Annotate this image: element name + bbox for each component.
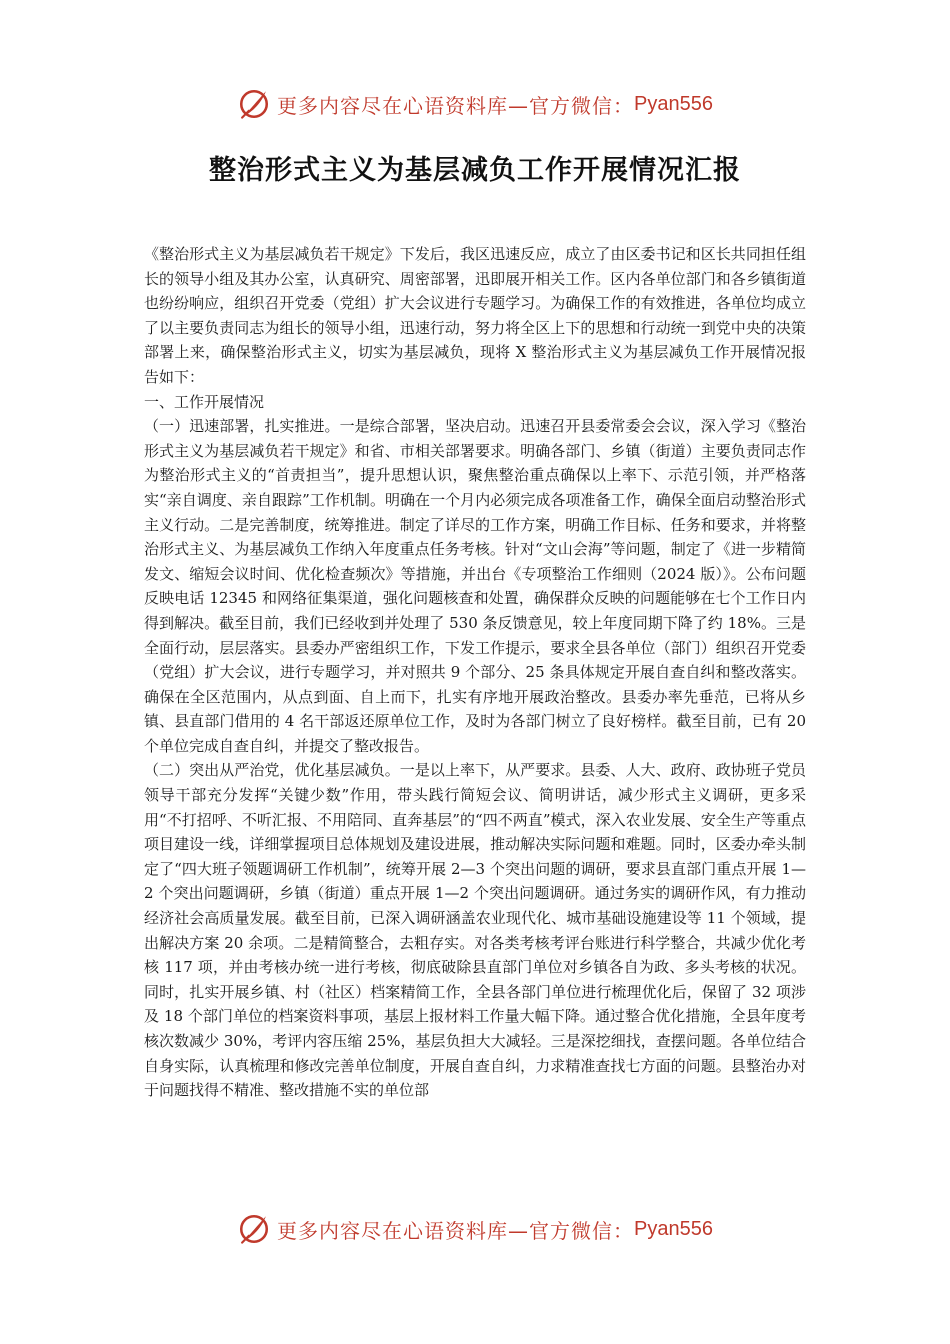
body-paragraph: （二）突出从严治党，优化基层减负。一是以上率下，从严要求。县委、人大、政府、政协班子党员领导干部充分发挥“关键少数”作用，带头践行简短会议、简明讲话，减少形式主义调研，更多采用“不打招呼、不听汇报、不用陪同、直奔基层”的“四不两直”模式，深入农业发展、安全生产等重点项目建设一线，详细掌握项目总体规划及建设进展，推动解决实际问题和难题。同时，区委办牵头制定了“四大班子领题调研工作机制”，统筹开展 2—3 个突出问题的调研，要求县直部门重点开展 1—2 个突出问题调研，乡镇（街道）重点开展 1—2 个突出问题调研。通过务实的调研作风，有力推动经济社会高质量发展。截至目前，已深入调研涵盖农业现代化、城市基础设施建设等 11 个领域，提出解决方案 20 余项。二是精简整合，去粗存实。对各类考核考评台账进行科学整合，共减少优化考核 117 项，并由考核办统一进行考核，彻底破除县直部门单位对乡镇各自为政、多头考核的状况。同时，扎实开展乡镇、村（社区）档案精简工作，全县各部门单位进行梳理优化后，保留了 32 项涉及 18 个部门单位的档案资料事项，基层上报材料工作量大幅下降。通过整合优化措施，全县年度考核次数减少 30%，考评内容压缩 25%，基层负担大大减轻。三是深挖细找，查摆问题。各单位结合自身实际，认真梳理和修改完善单位制度，开展自查自纠，力求精准查找七方面的问题。县整治办对于问题找得不精准、整改措施不实的单位部 [144, 761, 806, 1100]
quill-logo-icon [237, 87, 271, 121]
watermark-wechat-id: Pyan556 [634, 1217, 713, 1240]
watermark-header [0, 84, 950, 124]
watermark-text: 更多内容尽在心语资料库—官方微信： [277, 93, 635, 118]
section-heading: 一、工作开展情况 [144, 392, 265, 411]
body-paragraph: （一）迅速部署，扎实推进。一是综合部署，坚决启动。迅速召开县委常委会会议，深入学习《整治形式主义为基层减负若干规定》和省、市相关部署要求。明确各部门、乡镇（街道）主要负责同志作为整治形式主义的“首责担当”，提升思想认识，聚焦整治重点确保以上率下、示范引领，并严格落实“亲自调度、亲自跟踪”工作机制。明确在一个月内必须完成各项准备工作，确保全面启动整治形式主义行动。二是完善制度，统筹推进。制定了详尽的工作方案，明确工作目标、任务和要求，并将整治形式主义、为基层减负工作纳入年度重点任务考核。针对“文山会海”等问题，制定了《进一步精简发文、缩短会议时间、优化检查频次》等措施，并出台《专项整治工作细则（2024 版）》。公布问题反映电话 12345 和网络征集渠道，强化问题核查和处置，确保群众反映的问题能够在七个工作日内得到解决。截至目前，我们已经收到并处理了 530 条反馈意见，较上年度同期下降了约 18%。三是全面行动，层层落实。县委办严密组织工作，下发工作提示，要求全县各单位（部门）组织召开党委（党组）扩大会议，进行专题学习，并对照共 9 个部分、25 条具体规定开展自查自纠和整改落实。确保在全区范围内，从点到面、自上而下，扎实有序地开展政治整改。县委办率先垂范，已将从乡镇、县直部门借用的 4 名干部返还原单位工作，及时为各部门树立了良好榜样。截至目前，已有 20 个单位完成自查自纠，并提交了整改报告。 [144, 417, 806, 755]
watermark-footer [0, 1209, 950, 1249]
intro-paragraph: 《整治形式主义为基层减负若干规定》下发后，我区迅速反应，成立了由区委书记和区长共同担任组长的领导小组及其办公室，认真研究、周密部署，迅即展开相关工作。区内各单位部门和各乡镇街道也纷纷响应，组织召开党委（党组）扩大会议进行专题学习。为确保工作的有效推进，各单位均成立了以主要负责同志为组长的领导小组，迅速行动，努力将全区上下的思想和行动统一到党中央的决策部署上来，确保整治形式主义，切实为基层减负，现将 X 整治形式主义为基层减负工作开展情况报告如下： [144, 245, 806, 386]
document-title: 整治形式主义为基层减负工作开展情况汇报 [209, 155, 741, 186]
quill-logo-icon [237, 1212, 271, 1246]
watermark-text: 更多内容尽在心语资料库—官方微信： [277, 1218, 635, 1243]
watermark-wechat-id: Pyan556 [634, 92, 713, 115]
document-body [144, 242, 806, 1103]
